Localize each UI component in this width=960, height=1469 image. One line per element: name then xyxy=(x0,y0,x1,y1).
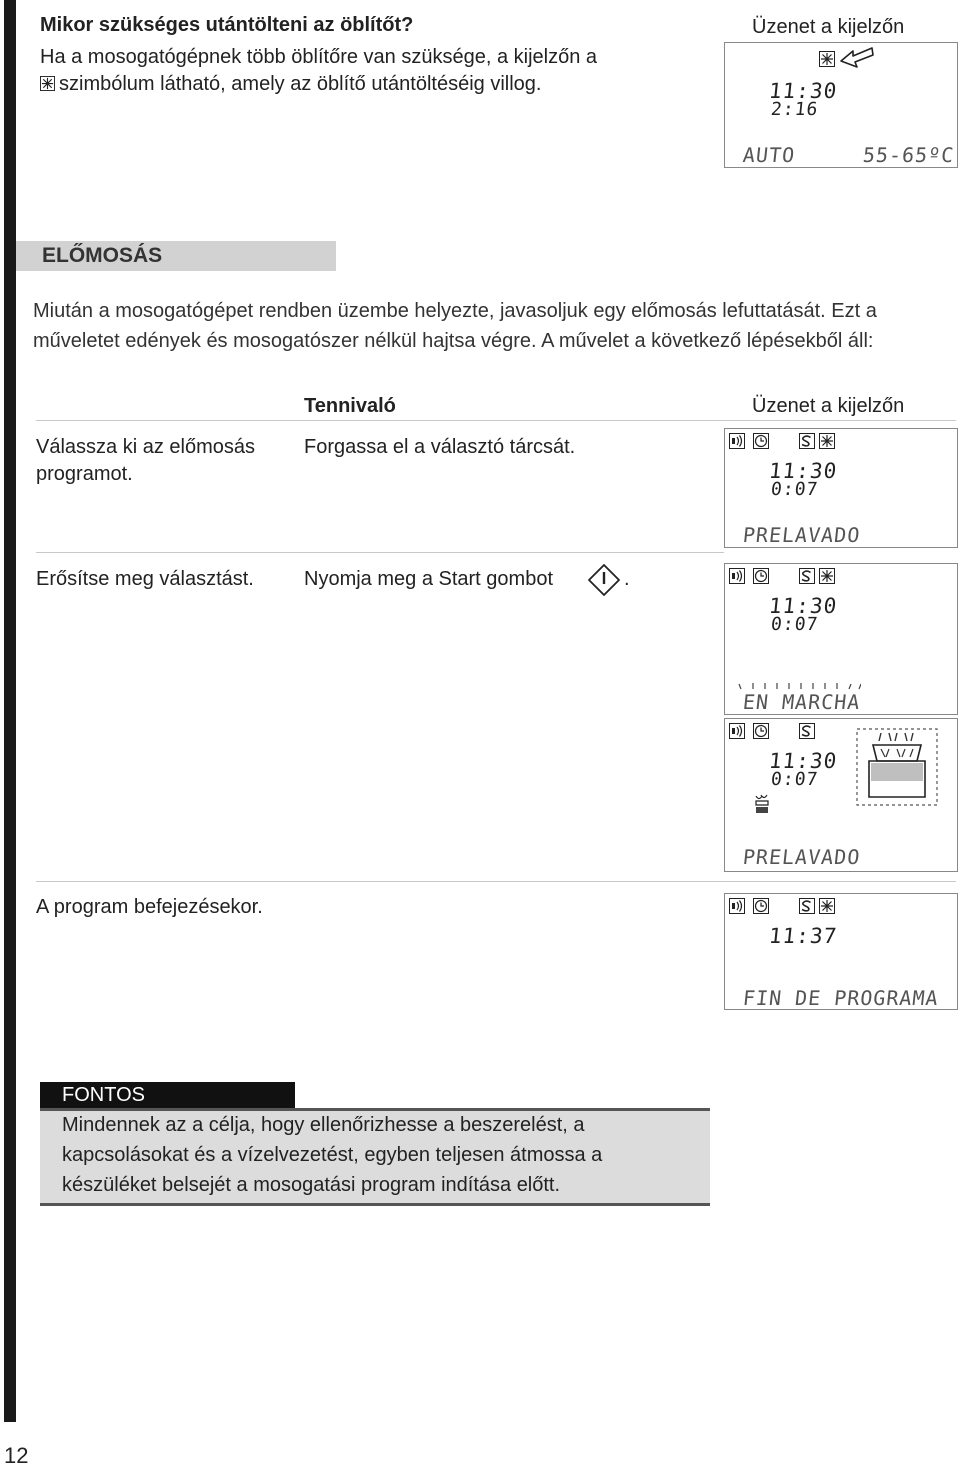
step-1-text: Válassza ki az előmosás programot. xyxy=(36,436,255,485)
sound-icon xyxy=(729,433,745,449)
display-time: 11:37 xyxy=(767,924,839,948)
detergent-icon xyxy=(753,793,771,815)
column-header-action: Tennivaló xyxy=(304,395,396,417)
clock-icon xyxy=(753,898,769,914)
rinse-body-text-1: Ha a mosogatógépnek több öblítőre van szüksége, a kijelzőn a xyxy=(40,46,598,68)
rinse-aid-icon xyxy=(40,76,55,91)
clock-icon xyxy=(753,568,769,584)
arrow-icon xyxy=(839,45,875,71)
wash-spray-icon xyxy=(851,725,943,809)
note-text: Mindennek az a célja, hogy ellenőrizhesse a beszerelést, a kapcsolásokat és a vízelvezetést, egyben teljesen átmossa a készüléket belsejét a mosogatási program indítása előtt. xyxy=(62,1114,603,1196)
table-rule xyxy=(36,420,956,421)
display-duration: 0:07 xyxy=(769,479,820,500)
salt-icon xyxy=(799,568,815,584)
clock-icon xyxy=(753,723,769,739)
table-rule xyxy=(36,552,724,553)
rinse-aid-icon xyxy=(819,433,835,449)
step-2-text: Erősítse meg választást. xyxy=(36,568,254,590)
lcd-display-step-2b xyxy=(724,718,958,872)
prewash-intro: Miután a mosogatógépet rendben üzembe helyezte, javasoljuk egy előmosás lefuttatását. Ezt a műveletet edények és mosogatószer nélkül hajtsa végre. A művelet a következő lépésekből áll: xyxy=(33,300,877,352)
display-duration: 2:16 xyxy=(769,99,820,120)
salt-icon xyxy=(799,723,815,739)
display-message: FIN DE PROGRAMA xyxy=(741,986,940,1010)
display-time: 11:30 xyxy=(767,79,839,103)
lcd-display-step-2a xyxy=(724,563,958,715)
step-3-text: A program befejezésekor. xyxy=(36,896,263,918)
sound-icon xyxy=(729,723,745,739)
display-time: 11:30 xyxy=(767,594,839,618)
display-message: PRELAVADO xyxy=(741,523,862,547)
sound-icon xyxy=(729,898,745,914)
step-2-action-suffix: . xyxy=(624,568,630,590)
clock-icon xyxy=(753,433,769,449)
lcd-display-step-1 xyxy=(724,428,958,548)
lcd-display-rinse xyxy=(724,42,958,168)
sidebar-bar xyxy=(4,0,16,1422)
section-title: ELŐMOSÁS xyxy=(42,244,163,267)
start-button-icon xyxy=(587,563,621,597)
display-message: PRELAVADO xyxy=(741,845,862,869)
step-2-action: Nyomja meg a Start gombot xyxy=(304,568,553,590)
salt-icon xyxy=(799,433,815,449)
display-duration: 0:07 xyxy=(769,614,820,635)
salt-icon xyxy=(799,898,815,914)
page-number: 12 xyxy=(4,1443,29,1468)
rinse-question-title: Mikor szükséges utántölteni az öblítőt? xyxy=(40,14,414,36)
display-temperature: 55-65ºC xyxy=(861,143,956,167)
lcd-display-step-3 xyxy=(724,893,958,1010)
note-title: FONTOS xyxy=(62,1084,145,1106)
rinse-aid-icon xyxy=(819,51,835,67)
display-time: 11:30 xyxy=(767,749,839,773)
display-header-1: Üzenet a kijelzőn xyxy=(752,16,905,38)
step-1-action: Forgassa el a választó tárcsát. xyxy=(304,436,576,458)
rinse-question-body xyxy=(40,44,690,98)
rinse-aid-icon xyxy=(819,568,835,584)
display-duration: 0:07 xyxy=(769,769,820,790)
column-header-display: Üzenet a kijelzőn xyxy=(752,395,905,417)
display-time: 11:30 xyxy=(767,459,839,483)
blink-marks xyxy=(737,682,861,690)
display-mode: AUTO xyxy=(741,143,797,167)
rinse-body-text-2: szimbólum látható, amely az öblítő utántöltéséig villog. xyxy=(59,73,542,95)
table-rule xyxy=(36,881,956,882)
display-message: EN MARCHA xyxy=(741,690,862,714)
rinse-aid-icon xyxy=(819,898,835,914)
sound-icon xyxy=(729,568,745,584)
